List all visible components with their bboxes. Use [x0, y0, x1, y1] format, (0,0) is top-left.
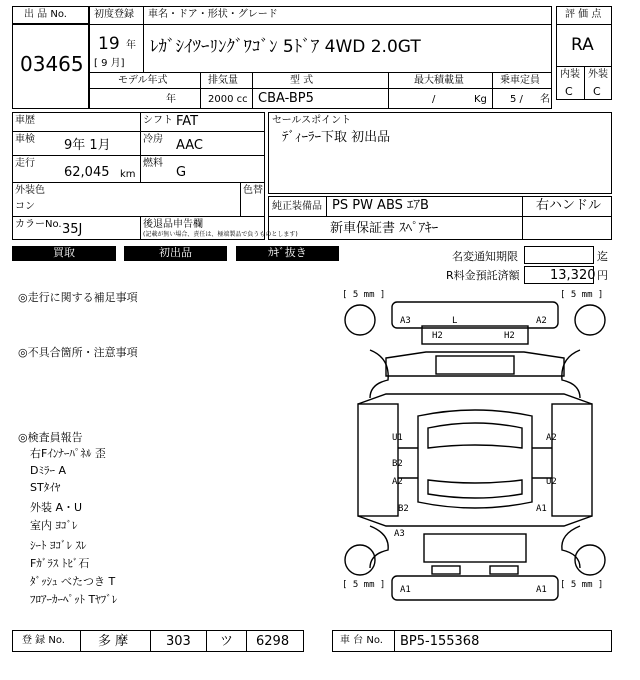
tire-rear-left	[345, 545, 375, 575]
details-line-4	[12, 216, 265, 217]
equipment-value: PS PW ABS ｴｱB	[332, 198, 429, 213]
details-line-2	[12, 155, 265, 156]
capacity-unit: 名	[540, 94, 550, 105]
sales-point-label: セールスポイント	[272, 115, 352, 126]
fuel-label: 燃料	[143, 158, 163, 169]
first-listing-tag: 初出品	[124, 246, 227, 261]
tire-label-rr: [ 5 mm ]	[560, 580, 604, 590]
rear-edge	[358, 516, 592, 526]
aircon-value: AAC	[176, 138, 203, 153]
car-outline-svg	[340, 288, 610, 618]
color-no-value: 35J	[62, 222, 83, 237]
tire-label-fr: [ 5 mm ]	[560, 290, 604, 300]
color-change-div	[240, 182, 241, 216]
cabin-outline	[418, 410, 532, 508]
exterior-color-label: 外装色	[15, 185, 45, 196]
hood-edge	[358, 394, 592, 404]
buy-tag: 買取	[12, 246, 116, 261]
inspection-value: 9年 1月	[64, 138, 111, 153]
car-diagram	[340, 288, 610, 618]
grade-split	[584, 66, 585, 100]
inspector-item: ｼｰﾄ ﾖｺﾞﾚ ｽﾚ	[30, 539, 87, 552]
max-load-label: 最大積載量	[414, 75, 464, 86]
year-name-divider	[143, 24, 144, 72]
colorno-div	[140, 216, 141, 240]
mileage-label: 走行	[15, 158, 35, 169]
reg-no-div-1	[80, 630, 81, 652]
equipment-mid-line	[268, 216, 612, 217]
aftermarket-note: (記載が無い場合、責任は、極端製品で負うものとします)	[143, 231, 298, 238]
model-year-unit: 年	[166, 94, 176, 105]
windshield	[428, 423, 522, 448]
mileage-value: 62,045	[64, 165, 110, 180]
spec-div-3	[388, 72, 389, 109]
damage-mark: U2	[546, 477, 557, 487]
name-change-label: 名変通知期限	[452, 250, 518, 263]
displacement-label: 排気量	[208, 75, 238, 86]
damage-mark: L	[452, 316, 458, 326]
shift-value: FAT	[176, 114, 199, 129]
damage-mark: A1	[400, 585, 411, 595]
color-change-label: 色替	[243, 185, 263, 196]
reg-kana: ツ	[220, 634, 234, 649]
inspection-label: 車検	[15, 134, 35, 145]
equipment-div-1	[326, 196, 327, 216]
damage-mark: A2	[546, 433, 557, 443]
mileage-unit: km	[120, 169, 136, 180]
car-name-label: 車名・ドア・形状・グレード	[148, 9, 278, 20]
warranty-value: 新車保証書 ｽﾍﾟｱｷｰ	[330, 221, 439, 236]
car-name: ﾚｶﾞｼｲﾂｰﾘﾝｸﾞﾜｺﾞﾝ 5ﾄﾞｱ 4WD 2.0GT	[150, 37, 421, 57]
name-change-unit: 迄	[597, 250, 608, 263]
grade-line-1	[556, 24, 612, 25]
tire-rear-right	[575, 545, 605, 575]
reg-number: 6298	[256, 634, 290, 649]
capacity-label: 乗車定員	[500, 75, 540, 86]
damage-mark: B2	[392, 459, 403, 469]
inspector-item: Fｶﾞﾗｽ ﾄﾋﾞ石	[30, 557, 90, 570]
reg-month: [ 9 月]	[94, 58, 125, 69]
tire-label-fl: [ 5 mm ]	[342, 290, 386, 300]
first-reg-divider	[143, 6, 144, 24]
chassis-div	[394, 630, 395, 652]
rear-bumper-outline	[392, 576, 558, 600]
load-unit: Kg	[474, 94, 487, 105]
lot-no-label: 出 品 No.	[24, 9, 67, 20]
details-line-3	[12, 182, 265, 183]
equipment-div-2	[522, 196, 523, 240]
damage-mark: H2	[432, 331, 443, 341]
shift-label: シフト	[143, 115, 173, 126]
recycle-amount: 13,320	[550, 268, 596, 283]
right-side-body	[552, 404, 592, 516]
steering-value: 右ハンドル	[536, 198, 602, 213]
model-year-label: モデル年式	[118, 75, 168, 86]
inspector-item: 外装 A・U	[30, 501, 83, 514]
details-line-1	[12, 131, 265, 132]
exterior-color-value: コン	[15, 201, 35, 212]
reg-no-div-4	[246, 630, 247, 652]
tire-label-rl: [ 5 mm ]	[342, 580, 386, 590]
first-reg-label: 初度登録	[94, 9, 134, 20]
max-load: /	[432, 94, 436, 105]
interior-label: 内装	[560, 69, 580, 80]
damage-mark: A3	[400, 316, 411, 326]
damage-mark: A2	[392, 477, 403, 487]
damage-mark: U1	[392, 433, 403, 443]
name-change-box	[524, 246, 594, 264]
inspector-item: 右Fｲﾝﾅｰﾊﾟﾈﾙ 歪	[30, 447, 106, 460]
reg-year-unit: 年	[126, 40, 136, 51]
reg-year: 19	[98, 34, 120, 54]
grade-value: RA	[571, 35, 594, 55]
inspector-report-heading: ◎検査員報告	[18, 431, 83, 444]
spec-div-1	[200, 72, 201, 109]
reg-no-label: 登 録 No.	[22, 635, 65, 646]
driving-notes-heading: ◎走行に関する補足事項	[18, 291, 138, 304]
aftermarket-label: 後退品申告欄	[143, 219, 203, 230]
inspector-item: Dﾐﾗｰ A	[30, 464, 66, 477]
color-no-label: カラーNo.	[15, 219, 62, 230]
key-tag: ｶｷﾞ抜き	[236, 246, 339, 261]
damage-mark: A2	[536, 316, 547, 326]
interior-grade: C	[565, 85, 573, 98]
front-bumper-outline	[392, 302, 558, 328]
damage-mark: A1	[536, 585, 547, 595]
damage-mark: B2	[398, 504, 409, 514]
damage-mark: H2	[504, 331, 515, 341]
tailgate-outline	[424, 534, 526, 562]
grade-label: 評 価 点	[565, 9, 602, 20]
chassis-label: 車 台 No.	[340, 635, 383, 646]
tire-front-right	[575, 305, 605, 335]
grille-outline	[436, 356, 514, 374]
defect-notes-heading: ◎不具合箇所・注意事項	[18, 346, 138, 359]
chassis-no: BP5-155368	[400, 634, 480, 649]
exterior-label: 外装	[588, 69, 608, 80]
exterior-grade: C	[593, 85, 601, 98]
lot-no: 03465	[20, 52, 84, 76]
inspector-item: STﾀｲﾔ	[30, 481, 61, 494]
spec-div-2	[252, 72, 253, 109]
details-col-div	[140, 112, 141, 182]
reg-class: 303	[166, 634, 191, 649]
history-label: 車歴	[15, 115, 35, 126]
recycle-label: R料金預託済額	[446, 269, 520, 282]
inspector-item: 室内 ﾖｺﾞﾚ	[30, 519, 78, 532]
inspector-item: ﾀﾞｯｼｭ べたつき T	[30, 575, 116, 588]
reg-area: 多 摩	[98, 634, 129, 649]
displacement: 2000 cc	[208, 94, 248, 105]
header-divider	[89, 24, 552, 25]
recycle-unit: 円	[597, 269, 608, 282]
type-label: 型 式	[290, 75, 314, 86]
spec-top-line	[89, 72, 552, 73]
reg-no-div-3	[206, 630, 207, 652]
rear-window	[428, 480, 522, 498]
sales-point-value: ﾃﾞｨｰﾗｰ下取 初出品	[282, 130, 391, 145]
tire-front-left	[345, 305, 375, 335]
damage-mark: A3	[394, 529, 405, 539]
aircon-label: 冷房	[143, 134, 163, 145]
type: CBA-BP5	[258, 91, 314, 106]
capacity: 5 /	[510, 94, 523, 105]
spec-mid-line	[89, 88, 552, 89]
reg-no-div-2	[150, 630, 151, 652]
spec-div-4	[492, 72, 493, 109]
equipment-label: 純正装備品	[272, 201, 322, 212]
fuel-value: G	[176, 165, 187, 180]
inspector-item: ﾌﾛｱｰｶｰﾍﾟｯﾄ Tﾔﾌﾞﾚ	[30, 593, 118, 606]
damage-mark: A1	[536, 504, 547, 514]
